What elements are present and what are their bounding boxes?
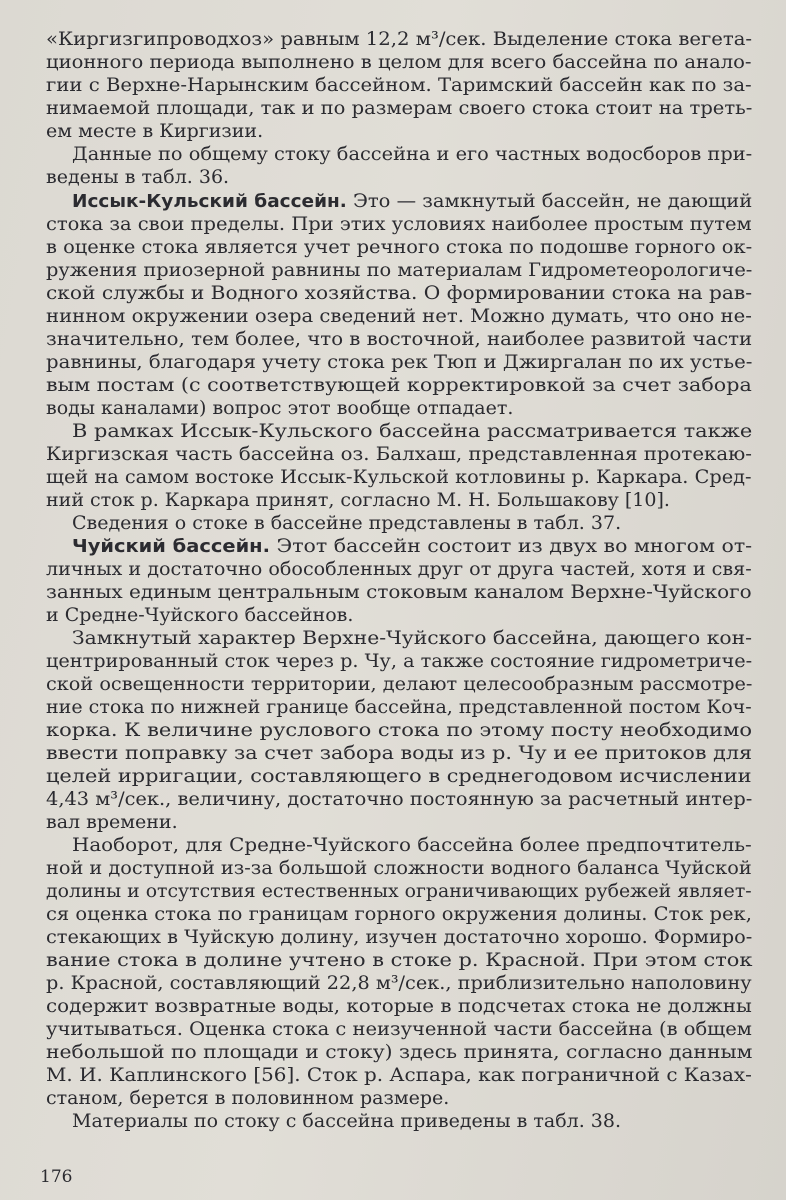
text-segment: нинном окружении озера сведений нет. Можно думать, что оно не- <box>46 305 752 327</box>
text-line <box>46 718 752 742</box>
text-line <box>46 649 752 673</box>
text-segment: стекающих в Чуйскую долину, изучен достаточно хорошо. Формиро- <box>46 926 753 948</box>
text-line <box>46 327 752 351</box>
text-line <box>46 165 229 189</box>
text-line <box>72 626 752 650</box>
text-line <box>46 212 752 236</box>
text-line <box>46 73 752 97</box>
text-segment: содержит возвратные воды, которые в подсчетах стока не должны <box>46 995 752 1017</box>
text-segment: воды каналами) вопрос этот вообще отпадает. <box>46 397 514 419</box>
text-line <box>46 971 752 995</box>
text-line <box>46 948 752 972</box>
text-segment: равнины, благодаря учету стока рек Тюп и Джиргалан по их устье- <box>46 351 753 373</box>
text-segment: целей ирригации, составляющего в среднегодовом исчислении <box>46 765 752 787</box>
text-segment: ведены в табл. 36. <box>46 166 230 188</box>
text-line <box>46 580 752 604</box>
text-segment: занных единым центральным стоковым каналом Верхне-Чуйского <box>46 581 752 603</box>
text-line <box>46 856 752 880</box>
text-segment: ской службы и Водного хозяйства. О формировании стока на рав- <box>46 282 753 304</box>
text-segment: р. Красной, составляющий 22,8 м³/сек., приблизительно наполовину <box>46 972 752 994</box>
text-line <box>46 810 178 834</box>
text-segment: гии с Верхне-Нарынским бассейном. Таримский бассейн как по за- <box>46 74 752 96</box>
text-line <box>46 902 752 926</box>
text-segment: личных и достаточно обособленных друг от друга частей, хотя и свя- <box>46 558 752 580</box>
text-line <box>46 764 752 788</box>
text-line <box>46 695 752 719</box>
text-line <box>46 235 752 259</box>
text-line <box>46 925 752 949</box>
text-segment: В рамках Иссык-Кульского бассейна рассматривается также <box>72 420 753 442</box>
text-segment: ся оценка стока по границам горного окружения долины. Сток рек, <box>46 903 752 925</box>
text-line <box>46 442 752 466</box>
text-segment: Этот бассейн состоит из двух во многом от- <box>269 535 753 557</box>
text-segment: учитываться. Оценка стока с неизученной части бассейна (в общем <box>46 1018 752 1040</box>
text-segment: М. И. Каплинского [56]. Сток р. Аспара, как пограничной с Казах- <box>46 1064 752 1086</box>
text-segment: ской освещенности территории, делают целесообразным рассмотре- <box>46 673 753 695</box>
page-number: 176 <box>40 1167 73 1187</box>
text-line <box>46 1017 752 1041</box>
text-segment: ем месте в Киргизии. <box>46 120 264 142</box>
text-line <box>46 557 752 581</box>
text-segment: нимаемой площади, так и по размерам своего стока стоит на треть- <box>46 97 753 119</box>
text-line <box>46 1040 752 1064</box>
text-segment: Киргизская часть бассейна оз. Балхаш, представленная протекаю- <box>46 443 752 465</box>
text-line <box>46 50 752 74</box>
text-segment: долины и отсутствия естественных ограничивающих рубежей являет- <box>46 880 752 902</box>
text-segment: Сведения о стоке в бассейне представлены в табл. 37. <box>72 512 622 534</box>
text-line <box>46 96 752 120</box>
text-line <box>46 879 752 903</box>
text-segment: и Средне-Чуйского бассейнов. <box>46 604 354 626</box>
text-segment: вание стока в долине учтено в стоке р. Красной. При этом сток <box>46 949 753 971</box>
text-segment: ние стока по нижней границе бассейна, представленной постом Коч- <box>46 696 752 718</box>
text-segment: щей на самом востоке Иссык-Кульской котловины р. Каркара. Сред- <box>46 466 752 488</box>
text-line <box>72 833 752 857</box>
text-line <box>46 603 353 627</box>
text-line <box>72 534 752 559</box>
text-segment: ввести поправку за счет забора воды из р. Чу и ее притоков для <box>46 742 753 764</box>
text-line <box>46 1086 449 1110</box>
text-line <box>46 304 752 328</box>
text-segment: центрированный сток через р. Чу, а также состояние гидрометриче- <box>46 650 753 672</box>
text-segment: Это — замкнутый бассейн, не дающий <box>346 190 753 212</box>
text-line <box>46 258 752 282</box>
text-segment: Данные по общему стоку бассейна и его частных водосборов при- <box>72 143 753 165</box>
text-line <box>46 465 752 489</box>
text-segment: станом, берется в половинном размере. <box>46 1087 450 1109</box>
text-line <box>72 419 752 443</box>
text-line <box>46 741 752 765</box>
text-line <box>46 994 752 1018</box>
section-heading: Чуйский бассейн. <box>72 536 270 557</box>
text-segment: 4,43 м³/сек., величину, достаточно постоянную за расчетный интер- <box>46 788 753 810</box>
text-line <box>46 1063 752 1087</box>
text-line <box>72 511 621 535</box>
text-segment: ционного периода выполнено в целом для всего бассейна по анало- <box>46 51 752 73</box>
text-segment: стока за свои пределы. При этих условиях наиболее простым путем <box>46 213 752 235</box>
text-line <box>46 27 752 51</box>
text-line <box>46 672 752 696</box>
text-segment: Наоборот, для Средне-Чуйского бассейна более предпочтитель- <box>72 834 752 856</box>
text-segment: значительно, тем более, что в восточной, наиболее развитой части <box>46 328 753 350</box>
text-line <box>46 350 752 374</box>
text-line <box>72 142 752 166</box>
text-segment: «Киргизгипроводхоз» равным 12,2 м³/сек. Выделение стока вегета- <box>46 28 753 50</box>
text-segment: небольшой по площади и стоку) здесь принята, согласно данным <box>46 1041 753 1063</box>
text-line <box>72 189 752 214</box>
text-line <box>46 787 752 811</box>
text-segment: вым постам (с соответствующей корректировкой за счет забора <box>46 374 752 396</box>
text-line <box>46 281 752 305</box>
text-line <box>46 488 670 512</box>
text-line <box>46 373 752 397</box>
text-segment: ной и доступной из-за большой сложности водного баланса Чуйской <box>46 857 752 879</box>
text-segment: ний сток р. Каркара принят, согласно М. Н. Большакову [10]. <box>46 489 670 511</box>
text-segment: Замкнутый характер Верхне-Чуйского бассейна, дающего кон- <box>72 627 753 649</box>
text-segment: ружения приозерной равнины по материалам Гидрометеорологиче- <box>46 259 753 281</box>
text-line <box>72 1109 621 1133</box>
text-segment: вал времени. <box>46 811 178 833</box>
text-line <box>46 396 513 420</box>
text-segment: корка. К величине руслового стока по этому посту необходимо <box>46 719 752 741</box>
text-segment: в оценке стока является учет речного стока по подошве горного ок- <box>46 236 753 258</box>
section-heading: Иссык-Кульский бассейн. <box>72 191 347 212</box>
text-segment: Материалы по стоку с бассейна приведены в табл. 38. <box>72 1110 621 1132</box>
text-line <box>46 119 263 143</box>
